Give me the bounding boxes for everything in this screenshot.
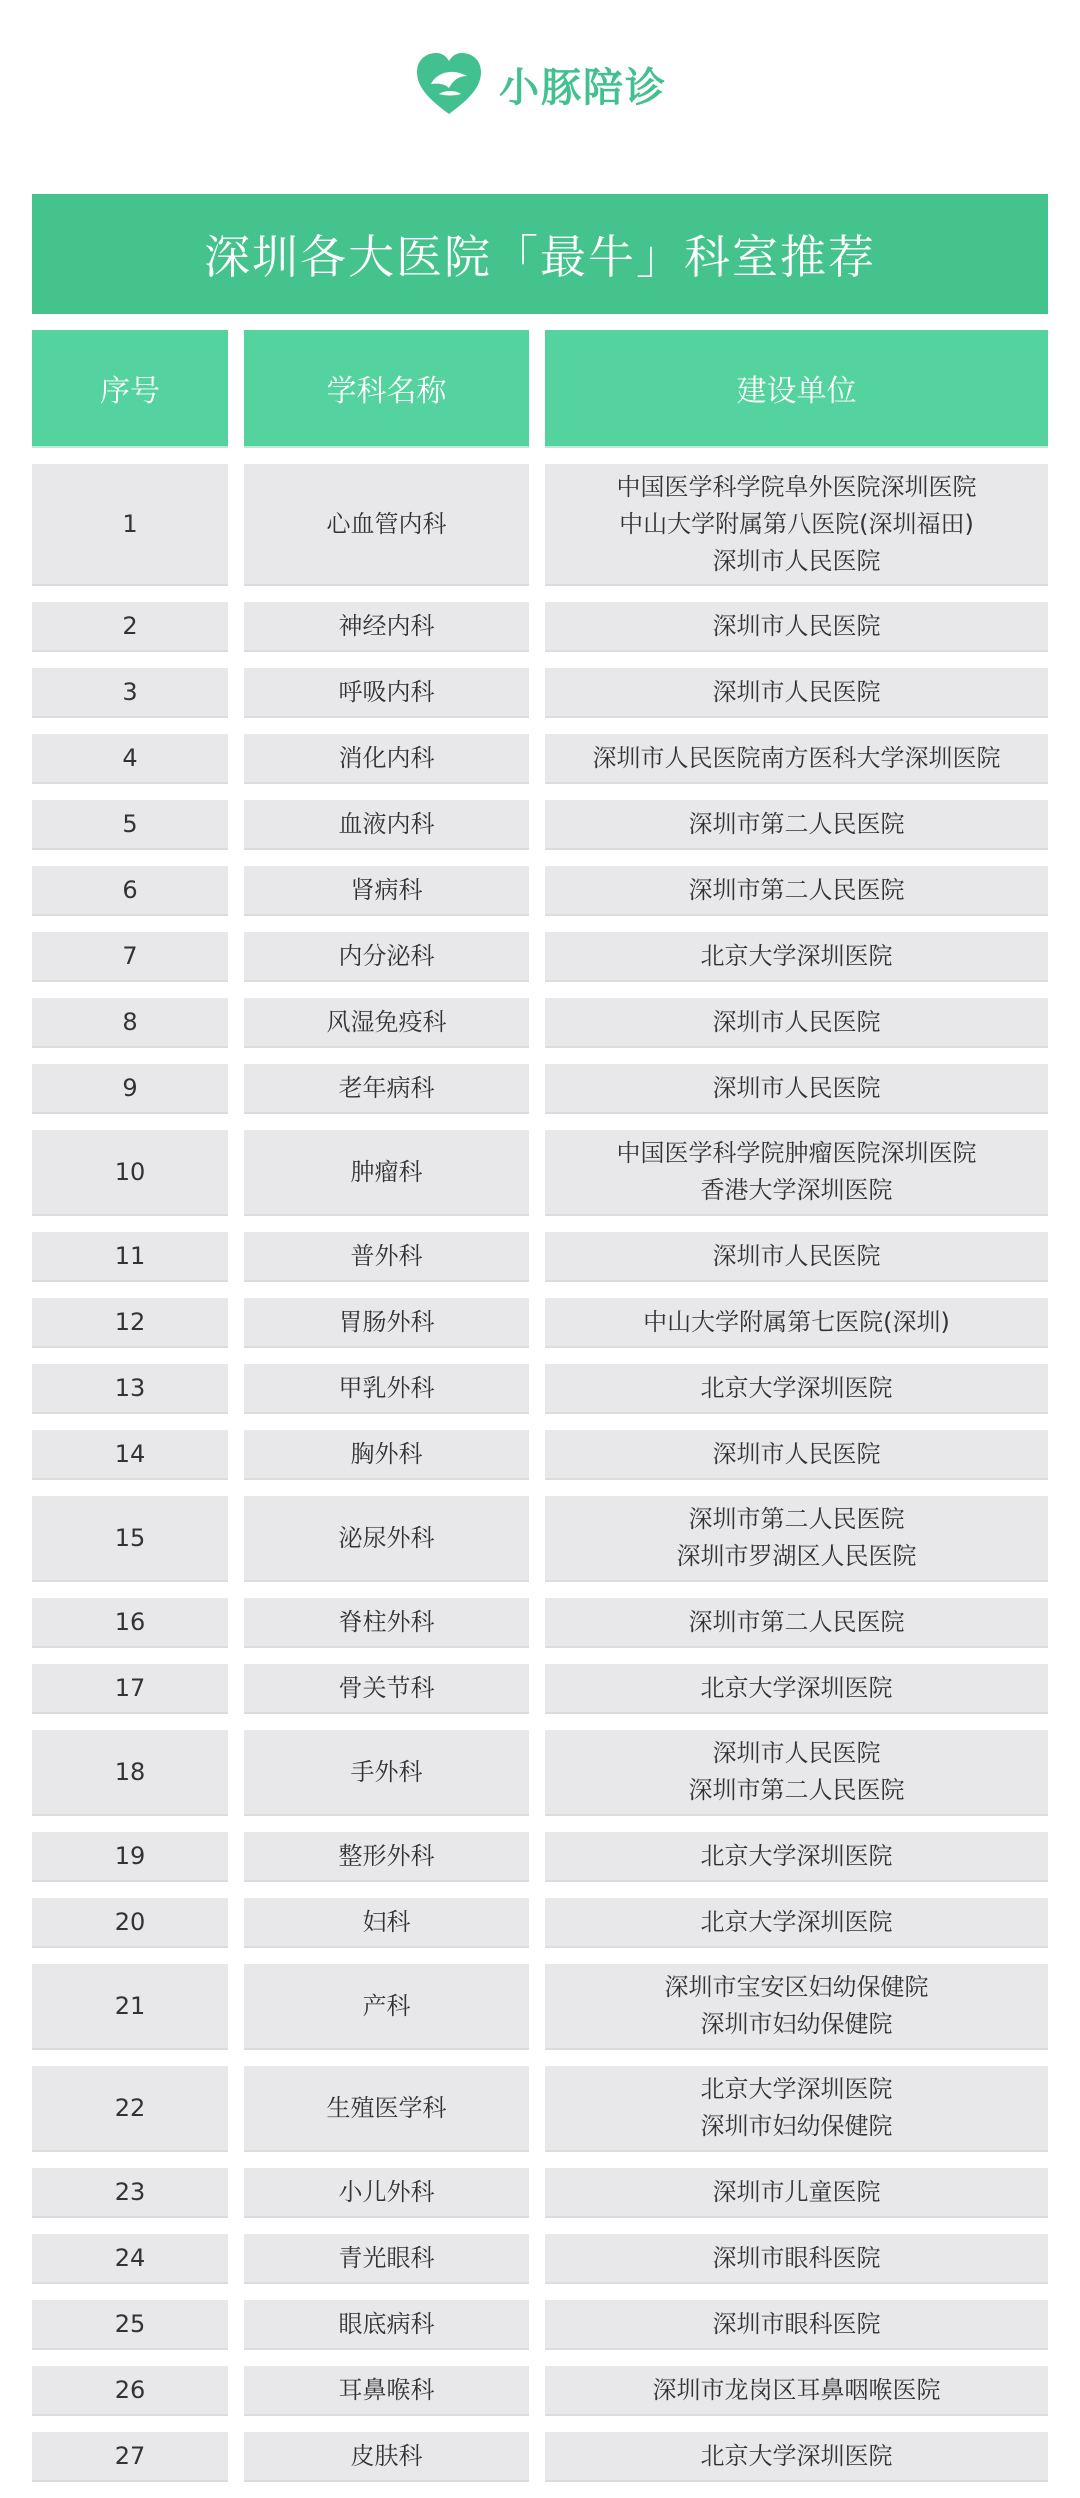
hospital-cell xyxy=(545,668,1048,718)
department-name-cell: 产科 xyxy=(244,1964,529,2050)
hospital-name: 北京大学深圳医院 xyxy=(700,1373,893,1402)
hospital-cell xyxy=(545,1832,1048,1882)
hospital-name: 深圳市人民医院南方医科大学深圳医院 xyxy=(592,743,1001,772)
hospital-name: 中山大学附属第七医院(深圳) xyxy=(643,1307,950,1336)
hospital-name: 深圳市人民医院 xyxy=(712,546,881,575)
department-name-cell: 妇科 xyxy=(244,1898,529,1948)
hospital-cell xyxy=(545,2234,1048,2284)
hospital-cell xyxy=(545,734,1048,784)
hospital-cell xyxy=(545,932,1048,982)
department-name-cell: 眼底病科 xyxy=(244,2300,529,2350)
row-index-cell: 2 xyxy=(32,602,228,652)
row-index-cell: 18 xyxy=(32,1730,228,1816)
department-name-cell: 内分泌科 xyxy=(244,932,529,982)
department-name-cell: 胸外科 xyxy=(244,1430,529,1480)
hospital-name: 深圳市第二人民医院 xyxy=(688,1505,905,1533)
column-header-department: 学科名称 xyxy=(244,330,529,448)
department-name-cell: 脊柱外科 xyxy=(244,1598,529,1648)
column-header-hospital: 建设单位 xyxy=(545,330,1048,448)
department-name-cell: 肿瘤科 xyxy=(244,1130,529,1216)
row-index-cell: 4 xyxy=(32,734,228,784)
hospital-name: 深圳市第二人民医院 xyxy=(688,1607,905,1636)
hospital-name: 中国医学科学院阜外医院深圳医院 xyxy=(616,472,977,501)
hospital-cell xyxy=(545,2168,1048,2218)
row-index-cell: 12 xyxy=(32,1298,228,1348)
hospital-cell xyxy=(545,1232,1048,1282)
hospital-cell xyxy=(545,2432,1048,2482)
hospital-cell xyxy=(545,1364,1048,1414)
hospital-cell xyxy=(545,464,1048,586)
hospital-cell xyxy=(545,602,1048,652)
row-index-cell: 6 xyxy=(32,866,228,916)
department-name-cell: 皮肤科 xyxy=(244,2432,529,2482)
department-name-cell: 胃肠外科 xyxy=(244,1298,529,1348)
row-index-cell: 20 xyxy=(32,1898,228,1948)
hospital-name: 深圳市人民医院 xyxy=(712,1073,881,1102)
hospital-cell xyxy=(545,1598,1048,1648)
department-name-cell: 神经内科 xyxy=(244,602,529,652)
hospital-name: 深圳市人民医院 xyxy=(712,1241,881,1270)
department-name-cell: 血液内科 xyxy=(244,800,529,850)
row-index-cell: 22 xyxy=(32,2066,228,2152)
row-index-cell: 17 xyxy=(32,1664,228,1714)
hospital-name: 北京大学深圳医院 xyxy=(700,941,893,970)
hospital-cell xyxy=(545,998,1048,1048)
hospital-name: 深圳市人民医院 xyxy=(712,1007,881,1036)
hospital-cell xyxy=(545,1064,1048,1114)
row-index-cell: 21 xyxy=(32,1964,228,2050)
row-index-cell: 27 xyxy=(32,2432,228,2482)
department-name-cell: 心血管内科 xyxy=(244,464,529,586)
hospital-name: 深圳市人民医院 xyxy=(712,677,881,706)
row-index-cell: 8 xyxy=(32,998,228,1048)
row-index-cell: 16 xyxy=(32,1598,228,1648)
hospital-name: 深圳市第二人民医院 xyxy=(688,809,905,838)
hospital-cell xyxy=(545,2366,1048,2416)
row-index-cell: 3 xyxy=(32,668,228,718)
hospital-name: 北京大学深圳医院 xyxy=(700,2075,893,2103)
hospital-cell xyxy=(545,1898,1048,1948)
hospital-name: 深圳市第二人民医院 xyxy=(688,1776,905,1804)
department-name-cell: 老年病科 xyxy=(244,1064,529,1114)
row-index-cell: 9 xyxy=(32,1064,228,1114)
hospital-name: 深圳市妇幼保健院 xyxy=(700,2010,893,2038)
hospital-cell xyxy=(545,1664,1048,1714)
hospital-cell xyxy=(545,2300,1048,2350)
hospital-name: 深圳市罗湖区人民医院 xyxy=(676,1542,917,1570)
row-index-cell: 5 xyxy=(32,800,228,850)
brand-name: 小豚陪诊 xyxy=(499,64,667,111)
department-name-cell: 肾病科 xyxy=(244,866,529,916)
department-name-cell: 小儿外科 xyxy=(244,2168,529,2218)
hospital-name: 北京大学深圳医院 xyxy=(700,2441,893,2470)
row-index-cell: 15 xyxy=(32,1496,228,1582)
hospital-name: 北京大学深圳医院 xyxy=(700,1673,893,1702)
department-name-cell: 消化内科 xyxy=(244,734,529,784)
department-name-cell: 普外科 xyxy=(244,1232,529,1282)
dolphin-heart-icon xyxy=(413,48,485,120)
hospital-cell xyxy=(545,1964,1048,2050)
hospital-name: 香港大学深圳医院 xyxy=(700,1176,893,1204)
hospital-name: 深圳市妇幼保健院 xyxy=(700,2112,893,2140)
hospital-name: 深圳市眼科医院 xyxy=(712,2243,881,2272)
hospital-cell xyxy=(545,800,1048,850)
hospital-cell xyxy=(545,866,1048,916)
row-index-cell: 7 xyxy=(32,932,228,982)
hospital-name: 深圳市儿童医院 xyxy=(712,2177,881,2206)
row-index-cell: 11 xyxy=(32,1232,228,1282)
department-name-cell: 耳鼻喉科 xyxy=(244,2366,529,2416)
hospital-name: 北京大学深圳医院 xyxy=(700,1907,893,1936)
department-name-cell: 整形外科 xyxy=(244,1832,529,1882)
hospital-cell xyxy=(545,1298,1048,1348)
row-index-cell: 26 xyxy=(32,2366,228,2416)
hospital-cell xyxy=(545,1496,1048,1582)
department-table xyxy=(32,330,1048,2498)
hospital-name: 深圳市人民医院 xyxy=(712,1439,881,1468)
department-name-cell: 青光眼科 xyxy=(244,2234,529,2284)
row-index-cell: 1 xyxy=(32,464,228,586)
hospital-name: 深圳市宝安区妇幼保健院 xyxy=(664,1973,929,2001)
row-index-cell: 24 xyxy=(32,2234,228,2284)
hospital-name: 深圳市眼科医院 xyxy=(712,2309,881,2338)
hospital-cell xyxy=(545,1430,1048,1480)
department-name-cell: 风湿免疫科 xyxy=(244,998,529,1048)
hospital-cell xyxy=(545,2066,1048,2152)
row-index-cell: 23 xyxy=(32,2168,228,2218)
column-header-index: 序号 xyxy=(32,330,228,448)
department-name-cell: 手外科 xyxy=(244,1730,529,1816)
row-index-cell: 10 xyxy=(32,1130,228,1216)
hospital-name: 北京大学深圳医院 xyxy=(700,1841,893,1870)
hospital-cell xyxy=(545,1130,1048,1216)
hospital-name: 深圳市第二人民医院 xyxy=(688,875,905,904)
hospital-name: 深圳市人民医院 xyxy=(712,1739,881,1767)
hospital-name: 深圳市龙岗区耳鼻咽喉医院 xyxy=(652,2375,941,2404)
row-index-cell: 19 xyxy=(32,1832,228,1882)
department-name-cell: 甲乳外科 xyxy=(244,1364,529,1414)
row-index-cell: 13 xyxy=(32,1364,228,1414)
department-name-cell: 泌尿外科 xyxy=(244,1496,529,1582)
hospital-cell xyxy=(545,1730,1048,1816)
department-name-cell: 生殖医学科 xyxy=(244,2066,529,2152)
hospital-name: 中国医学科学院肿瘤医院深圳医院 xyxy=(616,1139,977,1167)
hospital-name: 深圳市人民医院 xyxy=(712,611,881,640)
page-title: 深圳各大医院「最牛」科室推荐 xyxy=(32,194,1048,314)
row-index-cell: 25 xyxy=(32,2300,228,2350)
department-name-cell: 呼吸内科 xyxy=(244,668,529,718)
brand-logo xyxy=(0,48,1080,120)
department-name-cell: 骨关节科 xyxy=(244,1664,529,1714)
row-index-cell: 14 xyxy=(32,1430,228,1480)
hospital-name: 中山大学附属第八医院(深圳福田) xyxy=(619,509,974,538)
